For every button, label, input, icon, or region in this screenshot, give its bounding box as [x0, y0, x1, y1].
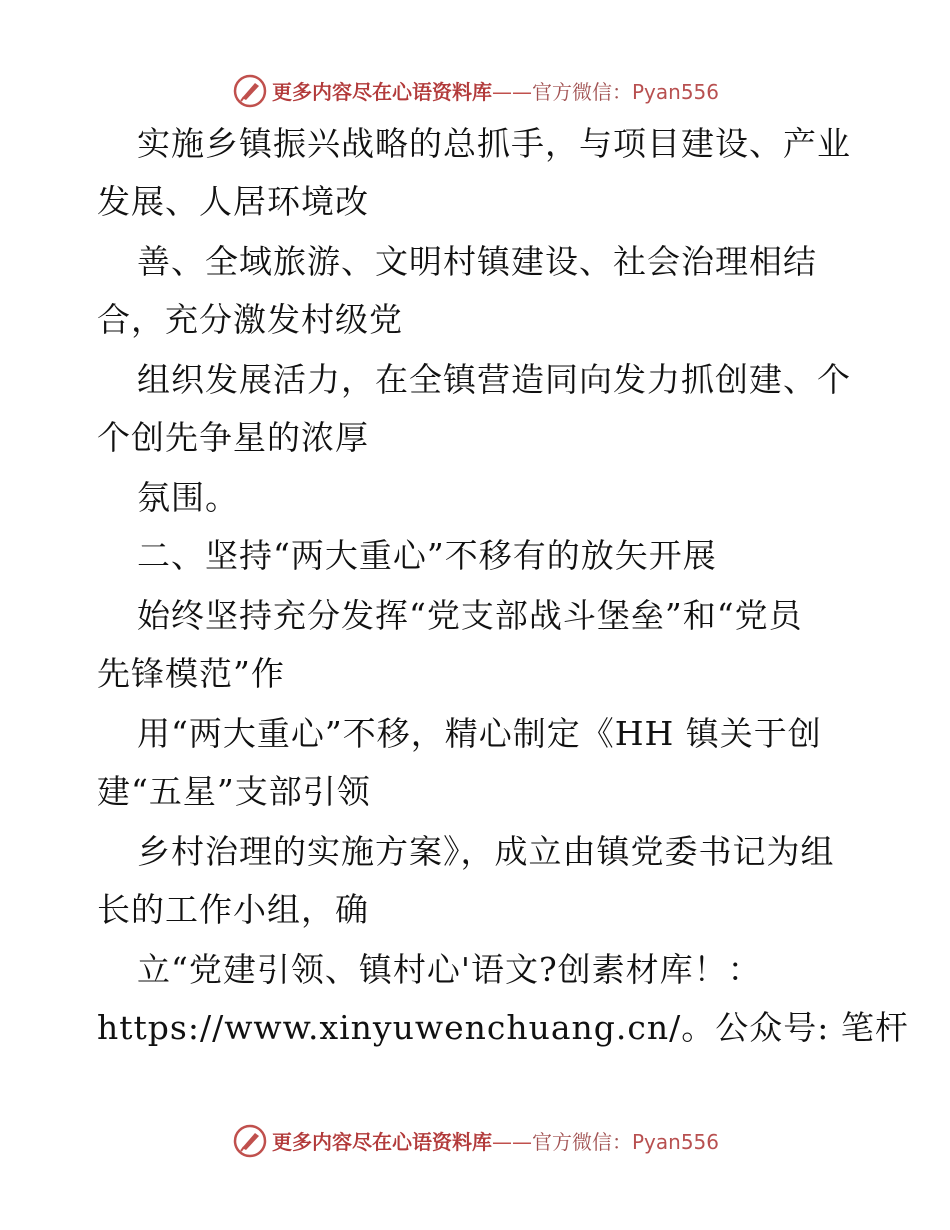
banner-separator: ——	[492, 1130, 532, 1154]
banner-wechat-label: 官方微信：	[532, 80, 632, 104]
paragraph-line: 组织发展活力，在全镇营造同向发力抓创建、个	[137, 360, 851, 399]
section-heading: 二、坚持“两大重心”不移有的放矢开展	[137, 536, 717, 575]
paragraph-line: 合，充分激发村级党	[97, 300, 403, 339]
paragraph-line: 长的工作小组，确	[97, 890, 369, 929]
banner-wechat-label: 官方微信：	[532, 1130, 632, 1154]
banner-text	[272, 1126, 719, 1155]
quill-pen-logo-icon	[233, 74, 267, 108]
footer-banner	[0, 1120, 950, 1160]
paragraph-line: 立“党建引领、镇村心'语文?创素材库！：	[137, 950, 762, 989]
paragraph-line: https://www.xinyuwenchuang.cn/。公众号: 笔杆	[97, 1008, 909, 1047]
banner-separator: ——	[492, 80, 532, 104]
banner-title: 更多内容尽在心语资料库	[272, 1130, 492, 1154]
paragraph-line: 善、全域旅游、文明村镇建设、社会治理相结	[137, 242, 817, 281]
banner-text	[272, 76, 719, 105]
paragraph-line: 乡村治理的实施方案》，成立由镇党委书记为组	[137, 832, 835, 871]
paragraph-line: 先锋模范”作	[97, 654, 285, 693]
paragraph-line: 建“五星”支部引领	[97, 772, 371, 811]
paragraph-line: 始终坚持充分发挥“党支部战斗堡垒”和“党员	[137, 596, 803, 635]
quill-pen-logo-icon	[233, 1124, 267, 1158]
banner-wechat-account: Pyan556	[632, 1130, 720, 1154]
paragraph-line: 氛围。	[137, 478, 239, 517]
header-banner	[0, 70, 950, 110]
paragraph-line: 用“两大重心”不移，精心制定《HH 镇关于创	[137, 714, 822, 753]
paragraph-line: 发展、人居环境改	[97, 182, 369, 221]
paragraph-line: 实施乡镇振兴战略的总抓手，与项目建设、产业	[137, 124, 851, 163]
banner-title: 更多内容尽在心语资料库	[272, 80, 492, 104]
paragraph-line: 个创先争星的浓厚	[97, 418, 369, 457]
banner-wechat-account: Pyan556	[632, 80, 720, 104]
